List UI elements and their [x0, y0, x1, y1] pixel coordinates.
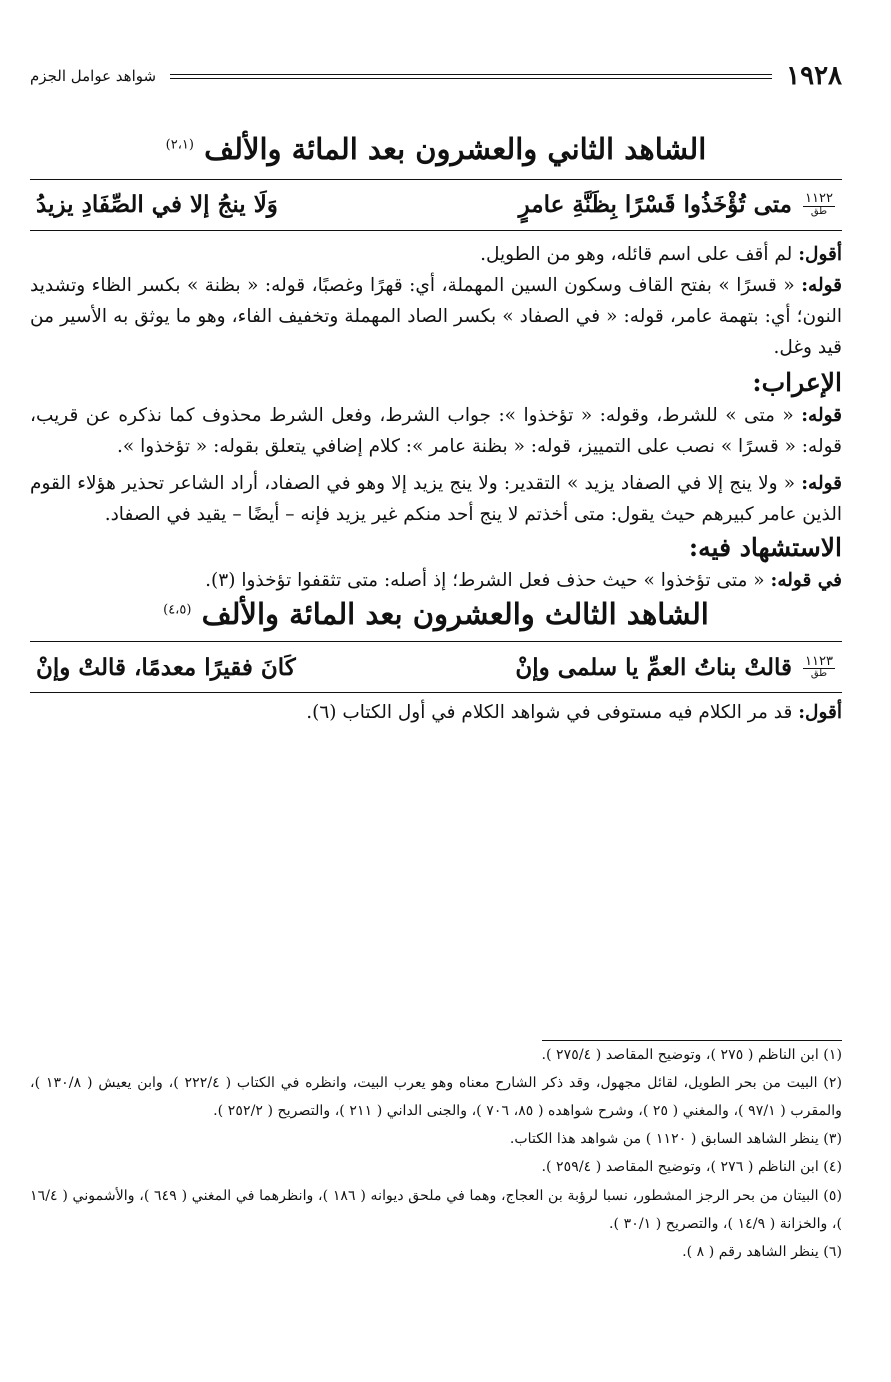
i3rab-heading: الإعراب: — [752, 368, 842, 398]
verse-hemistich-1: متى تُؤْخَذُوا قَسْرًا بِظَنَّةِ عامرٍ — [518, 191, 792, 219]
verse-number-value: ١١٢٢ — [805, 191, 833, 207]
page-content — [30, 58, 842, 728]
footnote-2: (٢) البيت من بحر الطويل، لقائل مجهول، وقد ذكر الشارح معناه وهو يعرب البيت، وانظره في الكتاب ( ٢٢٢/٤ )، وابن يعيش ( ١٣٠/٨ )، والمقرب ( ٩٧/١ )، والمغني ( ٢٥ )، وشرح شواهده ( ٨٥، ٧٠٦ )، والجنى الداني ( ٢١١ )، والتصريح ( ٢٥٢/٢ ). — [30, 1075, 843, 1120]
paragraph-istishhad — [30, 565, 842, 596]
meter-mark: طق — [810, 205, 828, 217]
footnote-ref: (٢،١) — [165, 137, 194, 153]
footnote-3: (٣) ينظر الشاهد السابق ( ١١٢٠ ) من شواهد هذا الكتاب. — [509, 1131, 842, 1148]
footnote-5: (٥) البيتان من بحر الرجز المشطور، نسبا لرؤبة بن العجاج، وهما في ملحق ديوانه ( ١٨٦ )، وانظرهما في المغني ( ٦٤٩ )، والأشموني ( ١٦/٤ )، والخزانة ( ١٤/٩ )، والتصريح ( ٣٠/١ ). — [30, 1187, 842, 1232]
paragraph-text: لم أقف على اسم قائله، وهو من الطويل. — [480, 243, 799, 265]
verse-1123 — [30, 641, 842, 693]
footnote-1: (١) ابن الناظم ( ٢٧٥ )، وتوضيح المقاصد ( ٢٧٥/٤ ). — [541, 1047, 842, 1063]
footnote-4: (٤) ابن الناظم ( ٢٧٦ )، وتوضيح المقاصد ( ٢٥٩/٤ ). — [541, 1159, 842, 1176]
paragraph-label: في قوله: — [770, 570, 842, 592]
verse-number — [802, 192, 836, 217]
verse-hemistich-2: كَانَ فقيرًا معدمًا، قالتْ وإنْ — [36, 653, 296, 681]
verse-hemistich-2: وَلَا ينجُ إلا في الصِّفَادِ يزيدُ — [36, 191, 278, 219]
section-title-text: الشاهد الثالث والعشرون بعد المائة والألف — [201, 596, 709, 631]
section-title-1122 — [30, 132, 842, 167]
footnote-6: (٦) ينظر الشاهد رقم ( ٨ ). — [682, 1243, 842, 1260]
footnotes — [30, 1040, 842, 1266]
header-rule — [170, 74, 772, 79]
paragraph-text: « متى » للشرط، وقوله: « تؤخذوا »: جواب الشرط، وفعل الشرط محذوف كما نذكره عن قريب، قوله: « قسرًا » نصب على التمييز، قوله: « بظنة عامر »: كلام إضافي يتعلق بقوله: « تؤخذوا ». — [30, 405, 842, 458]
running-header — [30, 58, 842, 94]
footnote-ref: (٤،٥) — [163, 601, 192, 617]
paragraph-text: « قسرًا » بفتح القاف وسكون السين المهملة، أي: قهرًا وغصبًا، قوله: « بظنة » بكسر الظاء وتشديد النون؛ أي: بتهمة عامر، قوله: « في الصفاد » بكسر الصاد المهملة وتخفيف الفاء، وهو ما يوثق به الأسير من قيد وغل. — [30, 274, 842, 359]
paragraph-text: « متى تؤخذوا » حيث حذف فعل الشرط؛ إذ أصله: متى تثقفوا تؤخذوا (٣). — [205, 570, 771, 592]
section-title-text: الشاهد الثاني والعشرون بعد المائة والألف — [204, 132, 707, 166]
paragraph-i3rab-1 — [30, 400, 842, 462]
verse-number — [802, 655, 836, 680]
paragraph-text: « ولا ينج إلا في الصفاد يزيد » التقدير: ولا ينج يزيد إلا وهو في الصفاد، أراد الشاعر تحذير هؤلاء القوم الذين عامر كبيرهم حيث يقول: متى أخذتم لا ينج أحد منكم غير يزيد فإنه – أيضًا – يقيد في الصفاد. — [30, 473, 842, 526]
paragraph-i3rab-2 — [30, 468, 842, 530]
paragraph-aqul-2 — [30, 697, 842, 728]
paragraph-label: قوله: — [801, 405, 842, 427]
page-number: ١٩٢٨ — [786, 61, 842, 91]
paragraph-label: قوله: — [801, 274, 842, 296]
section-title-1123 — [30, 597, 842, 632]
paragraph-qawluh — [30, 270, 842, 363]
verse-1122 — [30, 179, 842, 231]
meter-mark: طق — [810, 668, 828, 680]
istishhad-heading: الاستشهاد فيه: — [688, 533, 842, 563]
paragraph-label: أقول: — [798, 702, 842, 724]
paragraph-label: أقول: — [798, 243, 842, 265]
running-title: شواهد عوامل الجزم — [30, 67, 157, 85]
verse-hemistich-1: قالتْ بناتُ العمِّ يا سلمى وإنْ — [515, 653, 792, 681]
paragraph-label: قوله: — [801, 473, 842, 495]
verse-number-value: ١١٢٣ — [805, 653, 833, 669]
paragraph-text: قد مر الكلام فيه مستوفى في شواهد الكلام في أول الكتاب (٦). — [306, 702, 799, 724]
paragraph-aqul — [30, 239, 842, 270]
